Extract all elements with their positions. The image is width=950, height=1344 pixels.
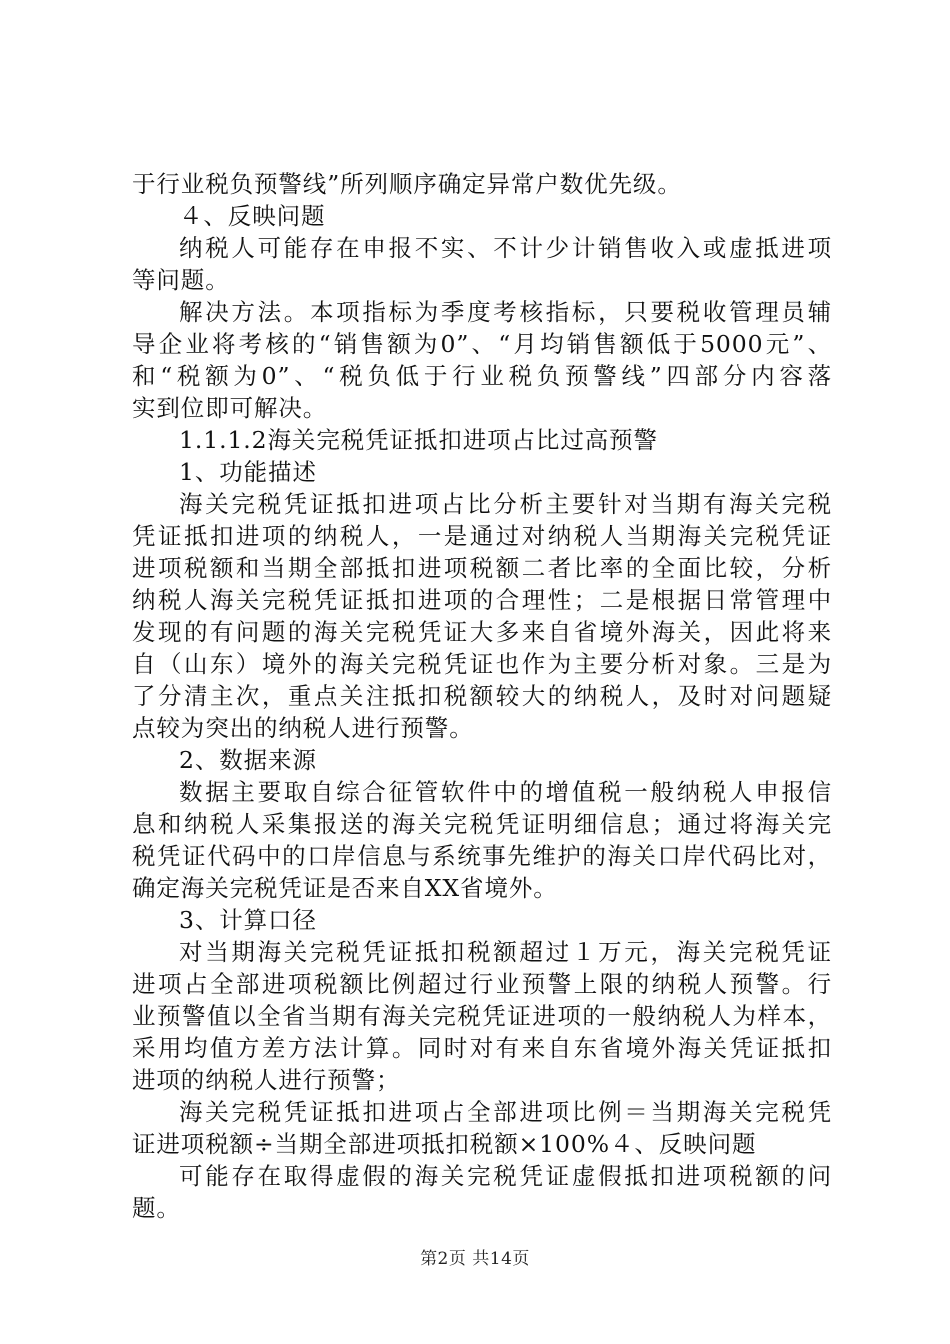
- text-line: 点较为突出的纳税人进行预警。: [132, 714, 474, 742]
- text-line: 可能存在取得虚假的海关完税凭证虚假抵扣进项税额的问: [179, 1162, 832, 1190]
- text-line: 和“税额为0”、“税负低于行业税负预警线”四部分内容落: [132, 362, 832, 390]
- text-line: 采用均值方差方法计算。同时对有来自东省境外海关凭证抵扣: [132, 1034, 832, 1062]
- text-line: 息和纳税人采集报送的海关完税凭证明细信息；通过将海关完: [132, 810, 832, 838]
- text-line: 了分清主次，重点关注抵扣税额较大的纳税人，及时对问题疑: [132, 682, 832, 710]
- section-heading: 1、功能描述: [179, 458, 317, 486]
- text-line: 海关完税凭证抵扣进项占全部进项比例＝当期海关完税凭: [179, 1098, 832, 1126]
- text-line: 对当期海关完税凭证抵扣税额超过１万元，海关完税凭证: [179, 938, 832, 966]
- text-line: 纳税人海关完税凭证抵扣进项的合理性；二是根据日常管理中: [132, 586, 832, 614]
- text-line: 业预警值以全省当期有海关完税凭证进项的一般纳税人为样本，: [132, 1002, 832, 1030]
- text-line: 纳税人可能存在申报不实、不计少计销售收入或虚抵进项: [179, 234, 832, 262]
- page-number-footer: 第2页 共14页: [420, 1249, 530, 1269]
- text-line: 进项的纳税人进行预警；: [132, 1066, 401, 1094]
- text-line: 数据主要取自综合征管软件中的增值税一般纳税人申报信: [179, 778, 832, 806]
- text-line: 题。: [132, 1194, 181, 1222]
- text-line: 自（山东）境外的海关完税凭证也作为主要分析对象。三是为: [132, 650, 832, 678]
- text-line: 发现的有问题的海关完税凭证大多来自省境外海关，因此将来: [132, 618, 832, 646]
- section-heading: 2、数据来源: [179, 746, 317, 774]
- text-line: 导企业将考核的“销售额为0”、“月均销售额低于5000元”、: [132, 330, 832, 358]
- section-heading: 3、计算口径: [179, 906, 317, 934]
- text-line: 进项税额和当期全部抵扣进项税额二者比率的全面比较，分析: [132, 554, 832, 582]
- text-line: 凭证抵扣进项的纳税人，一是通过对纳税人当期海关完税凭证: [132, 522, 832, 550]
- text-line: 实到位即可解决。: [132, 394, 328, 422]
- text-line: 海关完税凭证抵扣进项占比分析主要针对当期有海关完税: [179, 490, 832, 518]
- text-line: 税凭证代码中的口岸信息与系统事先维护的海关口岸代码比对，: [132, 842, 832, 870]
- text-line: 解决方法。本项指标为季度考核指标，只要税收管理员辅: [179, 298, 832, 326]
- text-line: 进项占全部进项税额比例超过行业预警上限的纳税人预警。行: [132, 970, 832, 998]
- text-line: 等问题。: [132, 266, 230, 294]
- text-line: 确定海关完税凭证是否来自XX省境外。: [132, 874, 558, 902]
- text-line: 于行业税负预警线”所列顺序确定异常户数优先级。: [132, 170, 682, 198]
- section-heading: ４、反映问题: [179, 202, 326, 230]
- document-body: [132, 168, 832, 1224]
- text-line: 证进项税额÷当期全部进项抵扣税额×100%４、反映问题: [132, 1130, 757, 1158]
- section-heading: 1.1.1.2海关完税凭证抵扣进项占比过高预警: [179, 426, 658, 454]
